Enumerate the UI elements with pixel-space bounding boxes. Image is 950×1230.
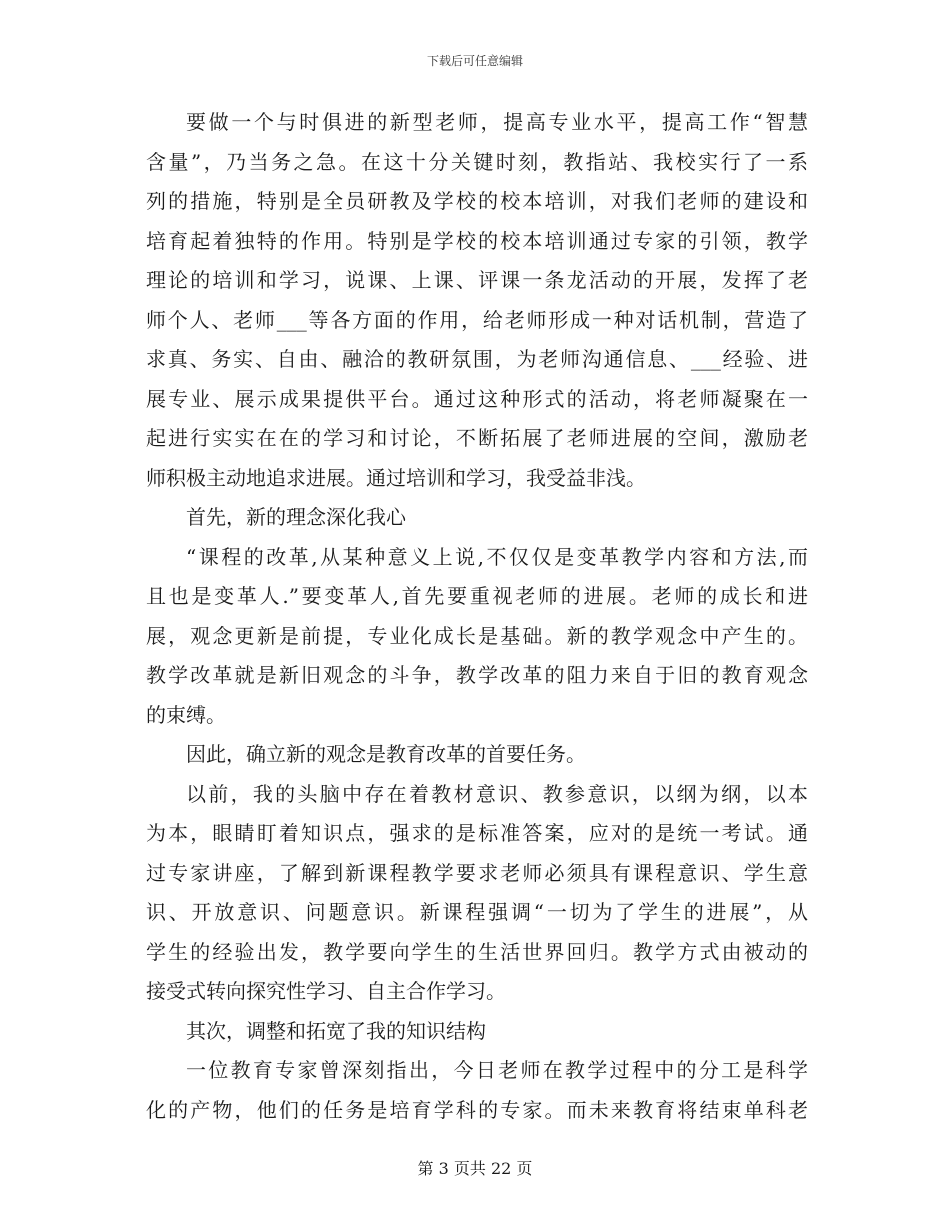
section-heading: 首先，新的理念深化我心: [186, 505, 406, 529]
paragraph-line: 师积极主动地追求进展。通过培训和学习，我受益非浅。: [146, 465, 646, 490]
paragraph-line: 理论的培训和学习，说课、上课、评课一条龙活动的开展，发挥了老: [146, 268, 808, 292]
document-body: [146, 103, 808, 1130]
paragraph-line: 为本，眼睛盯着知识点，强求的是标准答案，应对的是统一考试。通: [146, 821, 808, 845]
page-header: 下载后可任意编辑: [426, 54, 523, 68]
paragraph-line: 化的产物，他们的任务是培育学科的专家。而未来教育将结束单科老: [146, 1097, 808, 1122]
paragraph-line: 列的措施，特别是全员研教及学校的校本培训，对我们老师的建设和: [146, 189, 808, 213]
paragraph-line: 因此，确立新的观念是教育改革的首要任务。: [186, 742, 586, 766]
section-heading: 其次，调整和拓宽了我的知识结构: [186, 1018, 486, 1043]
paragraph-line: 过专家讲座，了解到新课程教学要求老师必须具有课程意识、学生意: [146, 860, 808, 885]
paragraph-line: 以前，我的头脑中存在着教材意识、教参意识，以纲为纲，以本: [186, 781, 808, 806]
paragraph-line: 求真、务实、自由、融洽的教研氛围，为老师沟通信息、___经验、进: [146, 347, 808, 371]
paragraph-line: 要做一个与时俱进的新型老师，提高专业水平，提高工作“智慧: [186, 110, 808, 134]
paragraph-line: 展专业、展示成果提供平台。通过这种形式的活动，将老师凝聚在一: [146, 386, 808, 411]
paragraph-line: 且也是变革人.”要变革人,首先要重视老师的进展。老师的成长和进: [146, 584, 808, 608]
paragraph-line: 起进行实实在在的学习和讨论，不断拓展了老师进展的空间，激励老: [146, 426, 808, 450]
paragraph-line: 一位教育专家曾深刻指出，今日老师在教学过程中的分工是科学: [186, 1058, 808, 1082]
paragraph-line: 展，观念更新是前提，专业化成长是基础。新的教学观念中产生的。: [146, 623, 808, 648]
paragraph-line: 学生的经验出发，教学要向学生的生活世界回归。教学方式由被动的: [146, 939, 808, 964]
paragraph-line: 识、开放意识、问题意识。新课程强调“一切为了学生的进展”，从: [146, 900, 808, 924]
page-number: 第 3 页共 22 页: [417, 1159, 533, 1178]
paragraph-line: “课程的改革,从某种意义上说,不仅仅是变革教学内容和方法,而: [186, 544, 808, 569]
paragraph-line: 的束缚。: [146, 702, 226, 727]
paragraph-line: 接受式转向探究性学习、自主合作学习。: [146, 979, 506, 1003]
paragraph-line: 含量”，乃当务之急。在这十分关键时刻，教指站、我校实行了一系: [146, 149, 808, 174]
paragraph-line: 教学改革就是新旧观念的斗争，教学改革的阻力来自于旧的教育观念: [146, 663, 808, 687]
paragraph-line: 培育起着独特的作用。特别是学校的校本培训通过专家的引领，教学: [146, 228, 808, 253]
paragraph-line: 师个人、老师___等各方面的作用，给老师形成一种对话机制，营造了: [146, 307, 808, 332]
